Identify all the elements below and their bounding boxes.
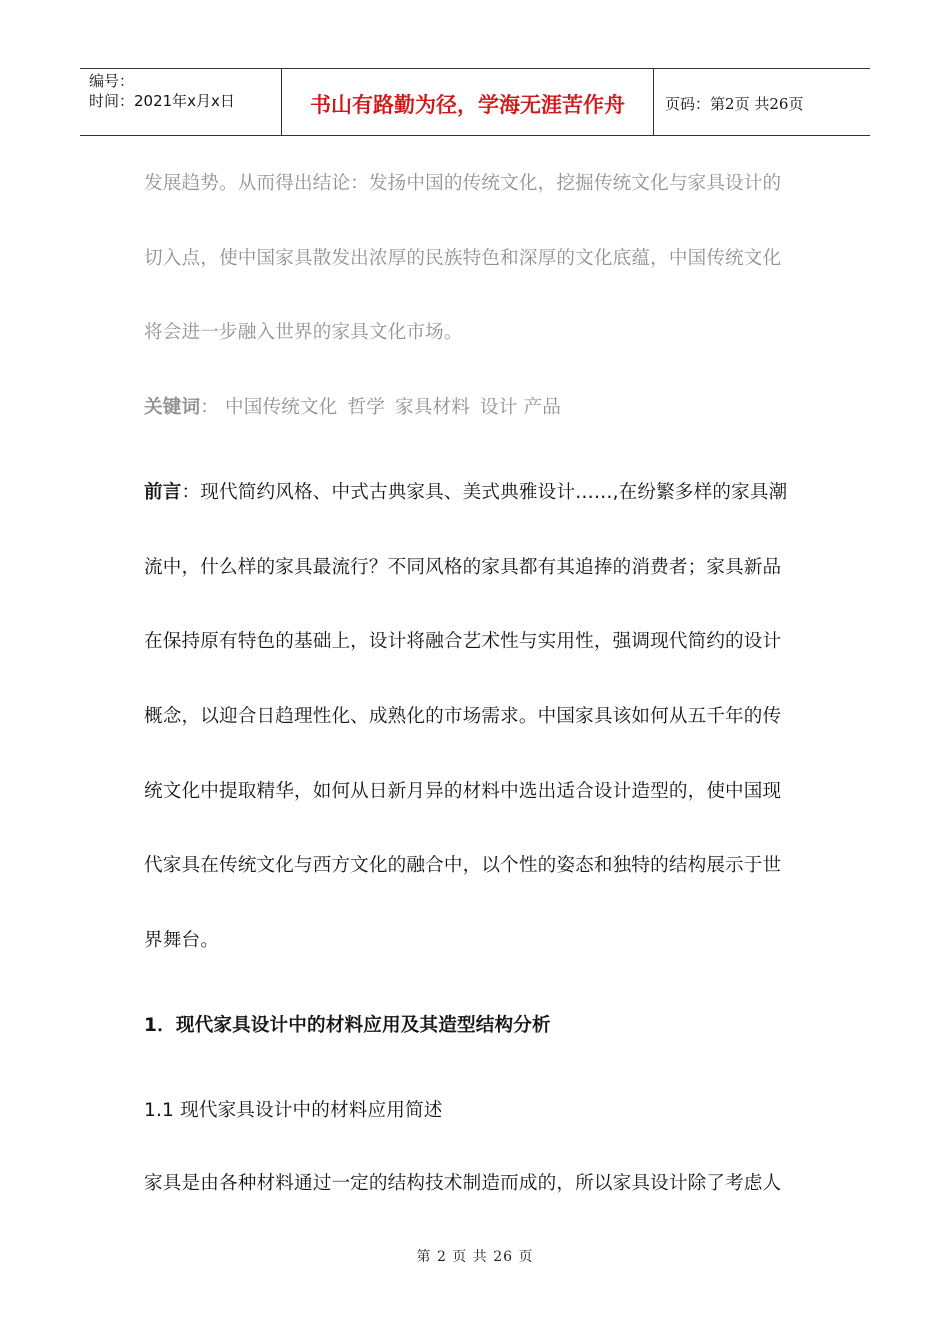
- foreword-line: 代家具在传统文化与西方文化的融合中，以个性的姿态和独特的结构展示于世: [144, 855, 782, 876]
- abstract-line: 将会进一步融入世界的家具文化市场。: [144, 322, 463, 343]
- foreword-text: 现代简约风格、中式古典家具、美式典雅设计……,在纷繁多样的家具潮: [200, 482, 788, 503]
- keywords-line: [144, 396, 561, 420]
- subsection-heading: 1.1 现代家具设计中的材料应用简述: [144, 1100, 443, 1121]
- foreword-label: 前言: [144, 482, 182, 503]
- keyword: 中国传统文化: [225, 397, 338, 418]
- abstract-line: 切入点，使中国家具散发出浓厚的民族特色和深厚的文化底蕴，中国传统文化: [144, 248, 782, 269]
- foreword-line: 界舞台。: [144, 930, 219, 951]
- page-mid: 页 共: [734, 95, 770, 113]
- keyword: 设计 产品: [480, 397, 562, 418]
- keyword: 哲学: [347, 397, 386, 418]
- foreword-line: 流中，什么样的家具最流行？不同风格的家具都有其追捧的消费者；家具新品: [144, 557, 782, 578]
- header-motto: 书山有路勤为径，学海无涯苦作舟: [282, 69, 654, 135]
- foreword-line: 在保持原有特色的基础上，设计将融合艺术性与实用性，强调现代简约的设计: [144, 631, 782, 652]
- page-header: [80, 68, 870, 136]
- page-suffix: 页: [788, 95, 804, 113]
- section-heading: 1．现代家具设计中的材料应用及其造型结构分析: [144, 1015, 551, 1036]
- keywords-separator: ：: [200, 397, 219, 418]
- foreword-separator: ：: [181, 482, 201, 503]
- foreword-line: 概念，以迎合日趋理性化、成熟化的市场需求。中国家具该如何从五千年的传: [144, 706, 782, 727]
- keywords-label: 关键词: [144, 397, 201, 418]
- header-page-info: [654, 69, 870, 135]
- foreword-line: 统文化中提取精华，如何从日新月异的材料中选出适合设计造型的，使中国现: [144, 781, 782, 802]
- foreword-line: [144, 481, 787, 505]
- serial-label: 编号：: [89, 72, 135, 90]
- body-line: 家具是由各种材料通过一定的结构技术制造而成的，所以家具设计除了考虑人: [144, 1173, 782, 1194]
- abstract-line: 发展趋势。从而得出结论：发扬中国的传统文化，挖掘传统文化与家具设计的: [144, 173, 782, 194]
- header-meta: [80, 69, 282, 135]
- total-pages: 26: [769, 94, 789, 113]
- page-number: 2: [725, 94, 735, 113]
- page-label: 页码：第: [665, 95, 726, 113]
- page-footer: 第 2 页 共 26 页: [416, 1249, 534, 1265]
- date-label: 时间：2021年x月x日: [89, 92, 235, 110]
- keyword: 家具材料: [395, 397, 470, 418]
